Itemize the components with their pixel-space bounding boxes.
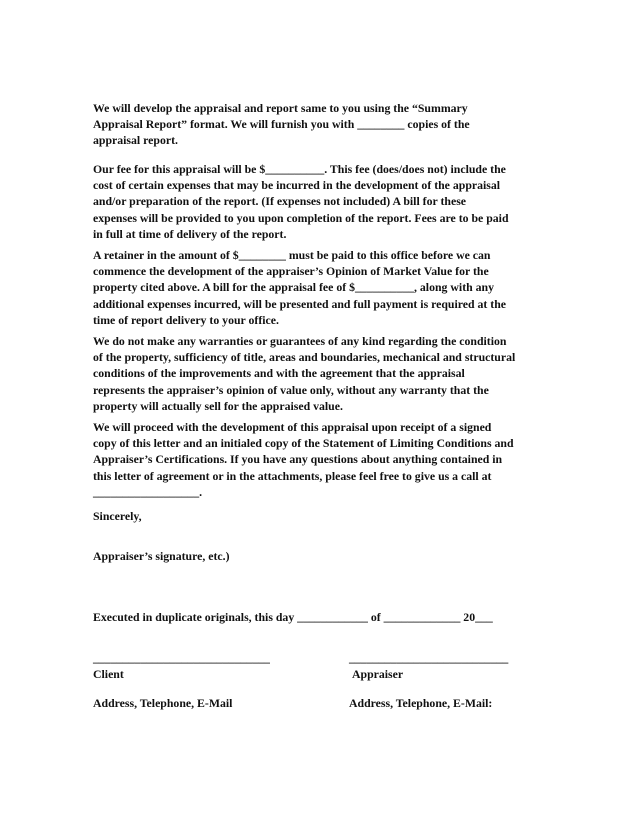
text-line: property cited above. A bill for the appraisal fee of $__________, along with any [93, 280, 494, 295]
signature-text: Appraiser’s signature, etc.) [93, 549, 230, 563]
client-block [93, 650, 270, 711]
signature-note [93, 548, 553, 564]
text-line: additional expenses incurred, will be presented and full payment is required at the [93, 296, 507, 311]
paragraph-retainer [93, 247, 553, 328]
text-line: time of report delivery to your office. [93, 312, 279, 327]
appraiser-contact: Address, Telephone, E-Mail: [349, 696, 493, 710]
text-line: appraisal report. [93, 133, 178, 148]
executed-line [93, 609, 553, 625]
text-line: Appraiser’s Certifications. If you have any questions about anything contained in [93, 452, 503, 467]
text-line: Our fee for this appraisal will be $__________. This fee (does/does not) include the [93, 162, 506, 176]
text-line: this letter of agreement or in the attachments, please feel free to give us a call at [93, 468, 492, 483]
paragraph-report-format [93, 100, 553, 149]
client-contact: Address, Telephone, E-Mail [93, 696, 233, 710]
text-line: A retainer in the amount of $________ must be paid to this office before we can [93, 248, 491, 262]
text-line: copy of this letter and an initialed copy of the Statement of Limiting Conditions and [93, 436, 514, 451]
text-line: and/or preparation of the report. (If expenses not included) A bill for these [93, 194, 467, 209]
executed-text: Executed in duplicate originals, this day ____________ of _____________ 20___ [93, 610, 493, 624]
text-line: We will develop the appraisal and report same to you using the “Summary [93, 101, 468, 115]
text-line: conditions of the improvements and with the agreement that the appraisal [93, 366, 465, 381]
closing-text: Sincerely, [93, 509, 142, 523]
text-line: Appraisal Report” format. We will furnish you with ________ copies of the [93, 117, 470, 132]
text-line: of the property, sufficiency of title, areas and boundaries, mechanical and structural [93, 350, 516, 365]
client-signature-line: ______________________________ [93, 651, 270, 665]
text-line: We will proceed with the development of this appraisal upon receipt of a signed [93, 420, 492, 434]
text-line: expenses will be provided to you upon completion of the report. Fees are to be paid [93, 210, 509, 225]
text-line: property will actually sell for the appraised value. [93, 398, 343, 413]
client-label: Client [93, 667, 124, 681]
appraiser-block [349, 650, 508, 711]
text-line: in full at time of delivery of the report. [93, 226, 287, 241]
paragraph-fee [93, 161, 553, 242]
text-line: We do not make any warranties or guarantees of any kind regarding the condition [93, 334, 507, 348]
appraiser-signature-line: ___________________________ [349, 651, 509, 665]
closing-sincerely [93, 508, 553, 524]
paragraph-warranties [93, 333, 553, 414]
text-line: cost of certain expenses that may be incurred in the development of the appraisal [93, 178, 501, 193]
text-line: represents the appraiser’s opinion of value only, without any warranty that the [93, 382, 489, 397]
text-line: __________________. [93, 484, 203, 499]
paragraph-proceed [93, 419, 553, 500]
appraiser-label: Appraiser [352, 667, 404, 681]
text-line: commence the development of the appraiser’s Opinion of Market Value for the [93, 264, 489, 279]
